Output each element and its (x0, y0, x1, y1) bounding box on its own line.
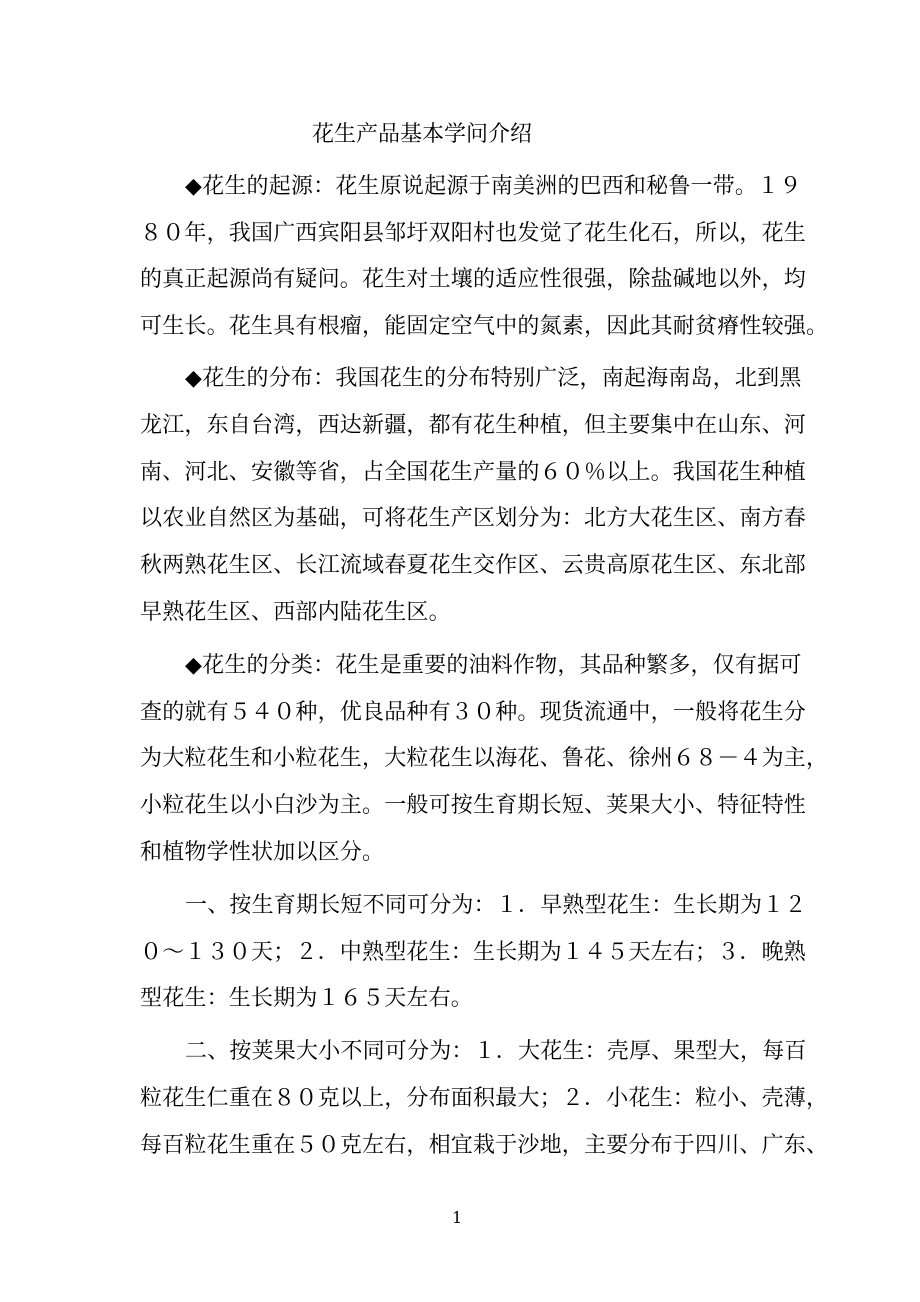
paragraph-distribution-line-5: 秋两熟花生区、长江流域春夏花生交作区、云贵高原花生区、东北部 (140, 553, 807, 578)
paragraph-distribution-line-2: 龙江，东自台湾，西达新疆，都有花生种植，但主要集中在山东、河 (140, 413, 807, 438)
paragraph-origin-line-4: 可生长。花生具有根瘤，能固定空气中的氮素，因此其耐贫瘠性较强。 (140, 314, 829, 339)
paragraph-growth-line-2: ０～１３０天；２．中熟型花生：生长期为１４５天左右；３．晚熟 (140, 940, 807, 965)
paragraph-classification-line-2: 查的就有５４０种，优良品种有３０种。现货流通中，一般将花生分 (140, 700, 807, 725)
paragraph-growth-line-1: 一、按生育期长短不同可分为：１．早熟型花生：生长期为１２ (185, 893, 807, 918)
paragraph-distribution-line-6: 早熟花生区、西部内陆花生区。 (140, 600, 451, 625)
paragraph-size-line-3: 每百粒花生重在５０克左右，相宜栽于沙地，主要分布于四川、广东、 (140, 1133, 829, 1158)
paragraph-origin-line-2: ８０年，我国广西宾阳县邹圩双阳村也发觉了花生化石，所以，花生 (140, 221, 807, 246)
paragraph-size-line-2: 粒花生仁重在８０克以上，分布面积最大；２．小花生：粒小、壳薄， (140, 1086, 829, 1111)
page-number: 1 (452, 1208, 463, 1227)
paragraph-size-line-1: 二、按荚果大小不同可分为：１．大花生：壳厚、果型大，每百 (185, 1039, 807, 1064)
paragraph-distribution-line-3: 南、河北、安徽等省，占全国花生产量的６０％以上。我国花生种植 (140, 460, 807, 485)
paragraph-classification-line-4: 小粒花生以小白沙为主。一般可按生育期长短、荚果大小、特征特性 (140, 793, 807, 818)
paragraph-classification-line-1: ◆花生的分类：花生是重要的油料作物，其品种繁多，仅有据可 (185, 653, 802, 678)
paragraph-classification-line-3: 为大粒花生和小粒花生，大粒花生以海花、鲁花、徐州６８－４为主， (140, 746, 829, 771)
paragraph-distribution-line-4: 以农业自然区为基础，可将花生产区划分为：北方大花生区、南方春 (140, 506, 807, 531)
document-title: 花生产品基本学问介绍 (312, 122, 533, 147)
paragraph-origin-line-3: 的真正起源尚有疑问。花生对土壤的适应性很强，除盐碱地以外，均 (140, 267, 807, 292)
paragraph-distribution-line-1: ◆花生的分布：我国花生的分布特别广泛，南起海南岛，北到黑 (185, 366, 802, 391)
paragraph-classification-line-5: 和植物学性状加以区分。 (140, 840, 385, 865)
paragraph-origin-line-1: ◆花生的起源：花生原说起源于南美洲的巴西和秘鲁一带。１９ (185, 174, 802, 199)
paragraph-growth-line-3: 型花生：生长期为１６５天左右。 (140, 986, 474, 1011)
